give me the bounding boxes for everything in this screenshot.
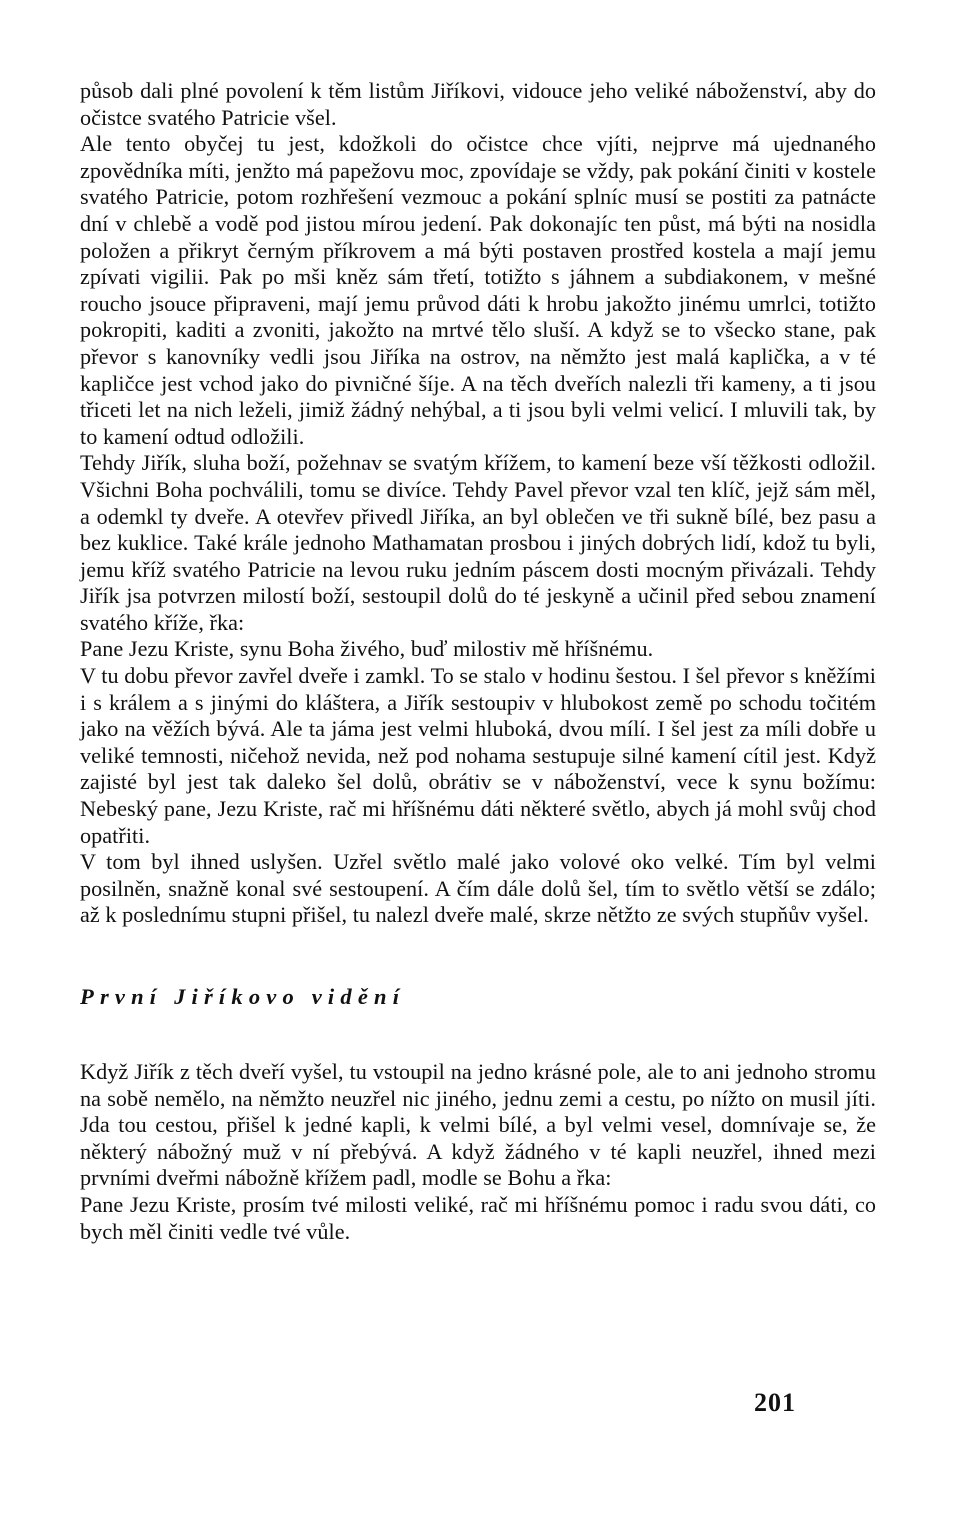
paragraph: V tu dobu převor zavřel dveře i zamkl. To se stalo v hodinu šestou. I šel převor s kněžími i s králem a s jinými do kláštera, a Jiřík sestoupiv v hlubokost země po schodu točitém jako na věžích bývá. Ale ta jáma jest velmi hluboká, dvou mílí. I šel jest za míli dobře u veliké temnosti, ničehož nevida, než pod nohama sestupuje silné kamení cítil jest. Když zajisté byl jest tak daleko šel dolů, obrátiv se v náboženství, vece k synu božímu: Nebeský pane, Jezu Kriste, rač mi hříšnému dáti některé světlo, abych já mohl svůj chod opatřiti. xyxy=(80,663,876,848)
paragraph: Když Jiřík z těch dveří vyšel, tu vstoupil na jedno krásné pole, ale to ani jednoho stromu na sobě nemělo, na němžto neuzřel nic jiného, jednu zemi a cestu, po nížto on musil jíti. Jda tou cestou, přišel k jedné kapli, k velmi bílé, a byl velmi vesel, domnívaje se, že některý nábožný muž v ní přebývá. A když žádného v té kapli neuzřel, ihned mezi prvními dveřmi nábožně křížem padl, modle se Bohu a řka: xyxy=(80,1059,876,1191)
paragraph: Ale tento obyčej tu jest, kdožkoli do očistce chce vjíti, nejprve má ujednaného zpovědníka míti, jenžto má papežovu moc, zpovídaje se vždy, pak pokání činiti v kostele svatého Patricie, potom rozhřešení vezmouc a pokání splníc musí se postiti za patnácte dní v chlebě a vodě pod jistou mírou jedení. Pak dokonajíc ten půst, má býti na nosidla položen a přikryt černým příkrovem a má býti postaven prostřed kostela a mají jemu zpívati vigilii. Pak po mši kněz sám třetí, totižto s jáhnem a subdiakonem, v mešné roucho jsouce připraveni, mají jemu průvod dáti k hrobu jakožto jinému umrlci, totižto pokropiti, kaditi a zvoniti, jakožto na mrtvé tělo sluší. A když se to všecko stane, pak převor s kanovníky vedli jsou Jiříka na ostrov, na němžto jest malá kaplička, a v té kapličce jest vchod jako do pivničné šíje. A na těch dveřích nalezli tři kameny, a ti jsou třiceti let na nich leželi, jimiž žádný nehýbal, a ti jsou byli velmi velicí. I mluvili tak, by to kamení odtud odložili. xyxy=(80,131,876,449)
paragraph: působ dali plné povolení k těm listům Jiříkovi, vidouce jeho veliké náboženství, aby do očistce svatého Patricie všel. xyxy=(80,78,876,130)
paragraph: Pane Jezu Kriste, prosím tvé milosti veliké, rač mi hříšnému pomoc i radu svou dáti, co bych měl činiti vedle tvé vůle. xyxy=(80,1191,876,1244)
spacer xyxy=(80,1011,876,1059)
paragraph: Pane Jezu Kriste, synu Boha živého, buď milostiv mě hříšnému. xyxy=(80,636,654,662)
spacer xyxy=(80,929,876,983)
page-body xyxy=(80,78,876,1245)
paragraph: Tehdy Jiřík, sluha boží, požehnav se svatým křížem, to kamení beze vší těžkosti odložil. Všichni Boha pochválili, tomu se divíce. Tehdy Pavel převor vzal ten klíč, jejž sám měl, a odemkl ty dveře. A otevřev přivedl Jiříka, an byl oblečen ve tři sukně bílé, bez pasu a bez kuklice. Také krále jednoho Mathamatan prosbou i jiných dobrých lidí, kdož tu byli, jemu kříž svatého Patricie na levou ruku jedním páscem dosti mocným přivázali. Tehdy Jiřík jsa potvrzen milostí boží, sestoupil dolů do té jeskyně a učinil před sebou znamení svatého kříže, řka: xyxy=(80,450,876,635)
paragraph: V tom byl ihned uslyšen. Uzřel světlo malé jako volové oko velké. Tím byl velmi posilněn, snažně konal své sestoupení. A čím dále dolů šel, tím to světlo větší se zdálo; až k poslednímu stupni přišel, tu nalezl dveře malé, skrze nětžto ze svých stupňův vyšel. xyxy=(80,849,876,928)
chapter-heading: První Jiříkovo vidění xyxy=(80,984,406,1009)
page-number: 201 xyxy=(754,1388,796,1417)
